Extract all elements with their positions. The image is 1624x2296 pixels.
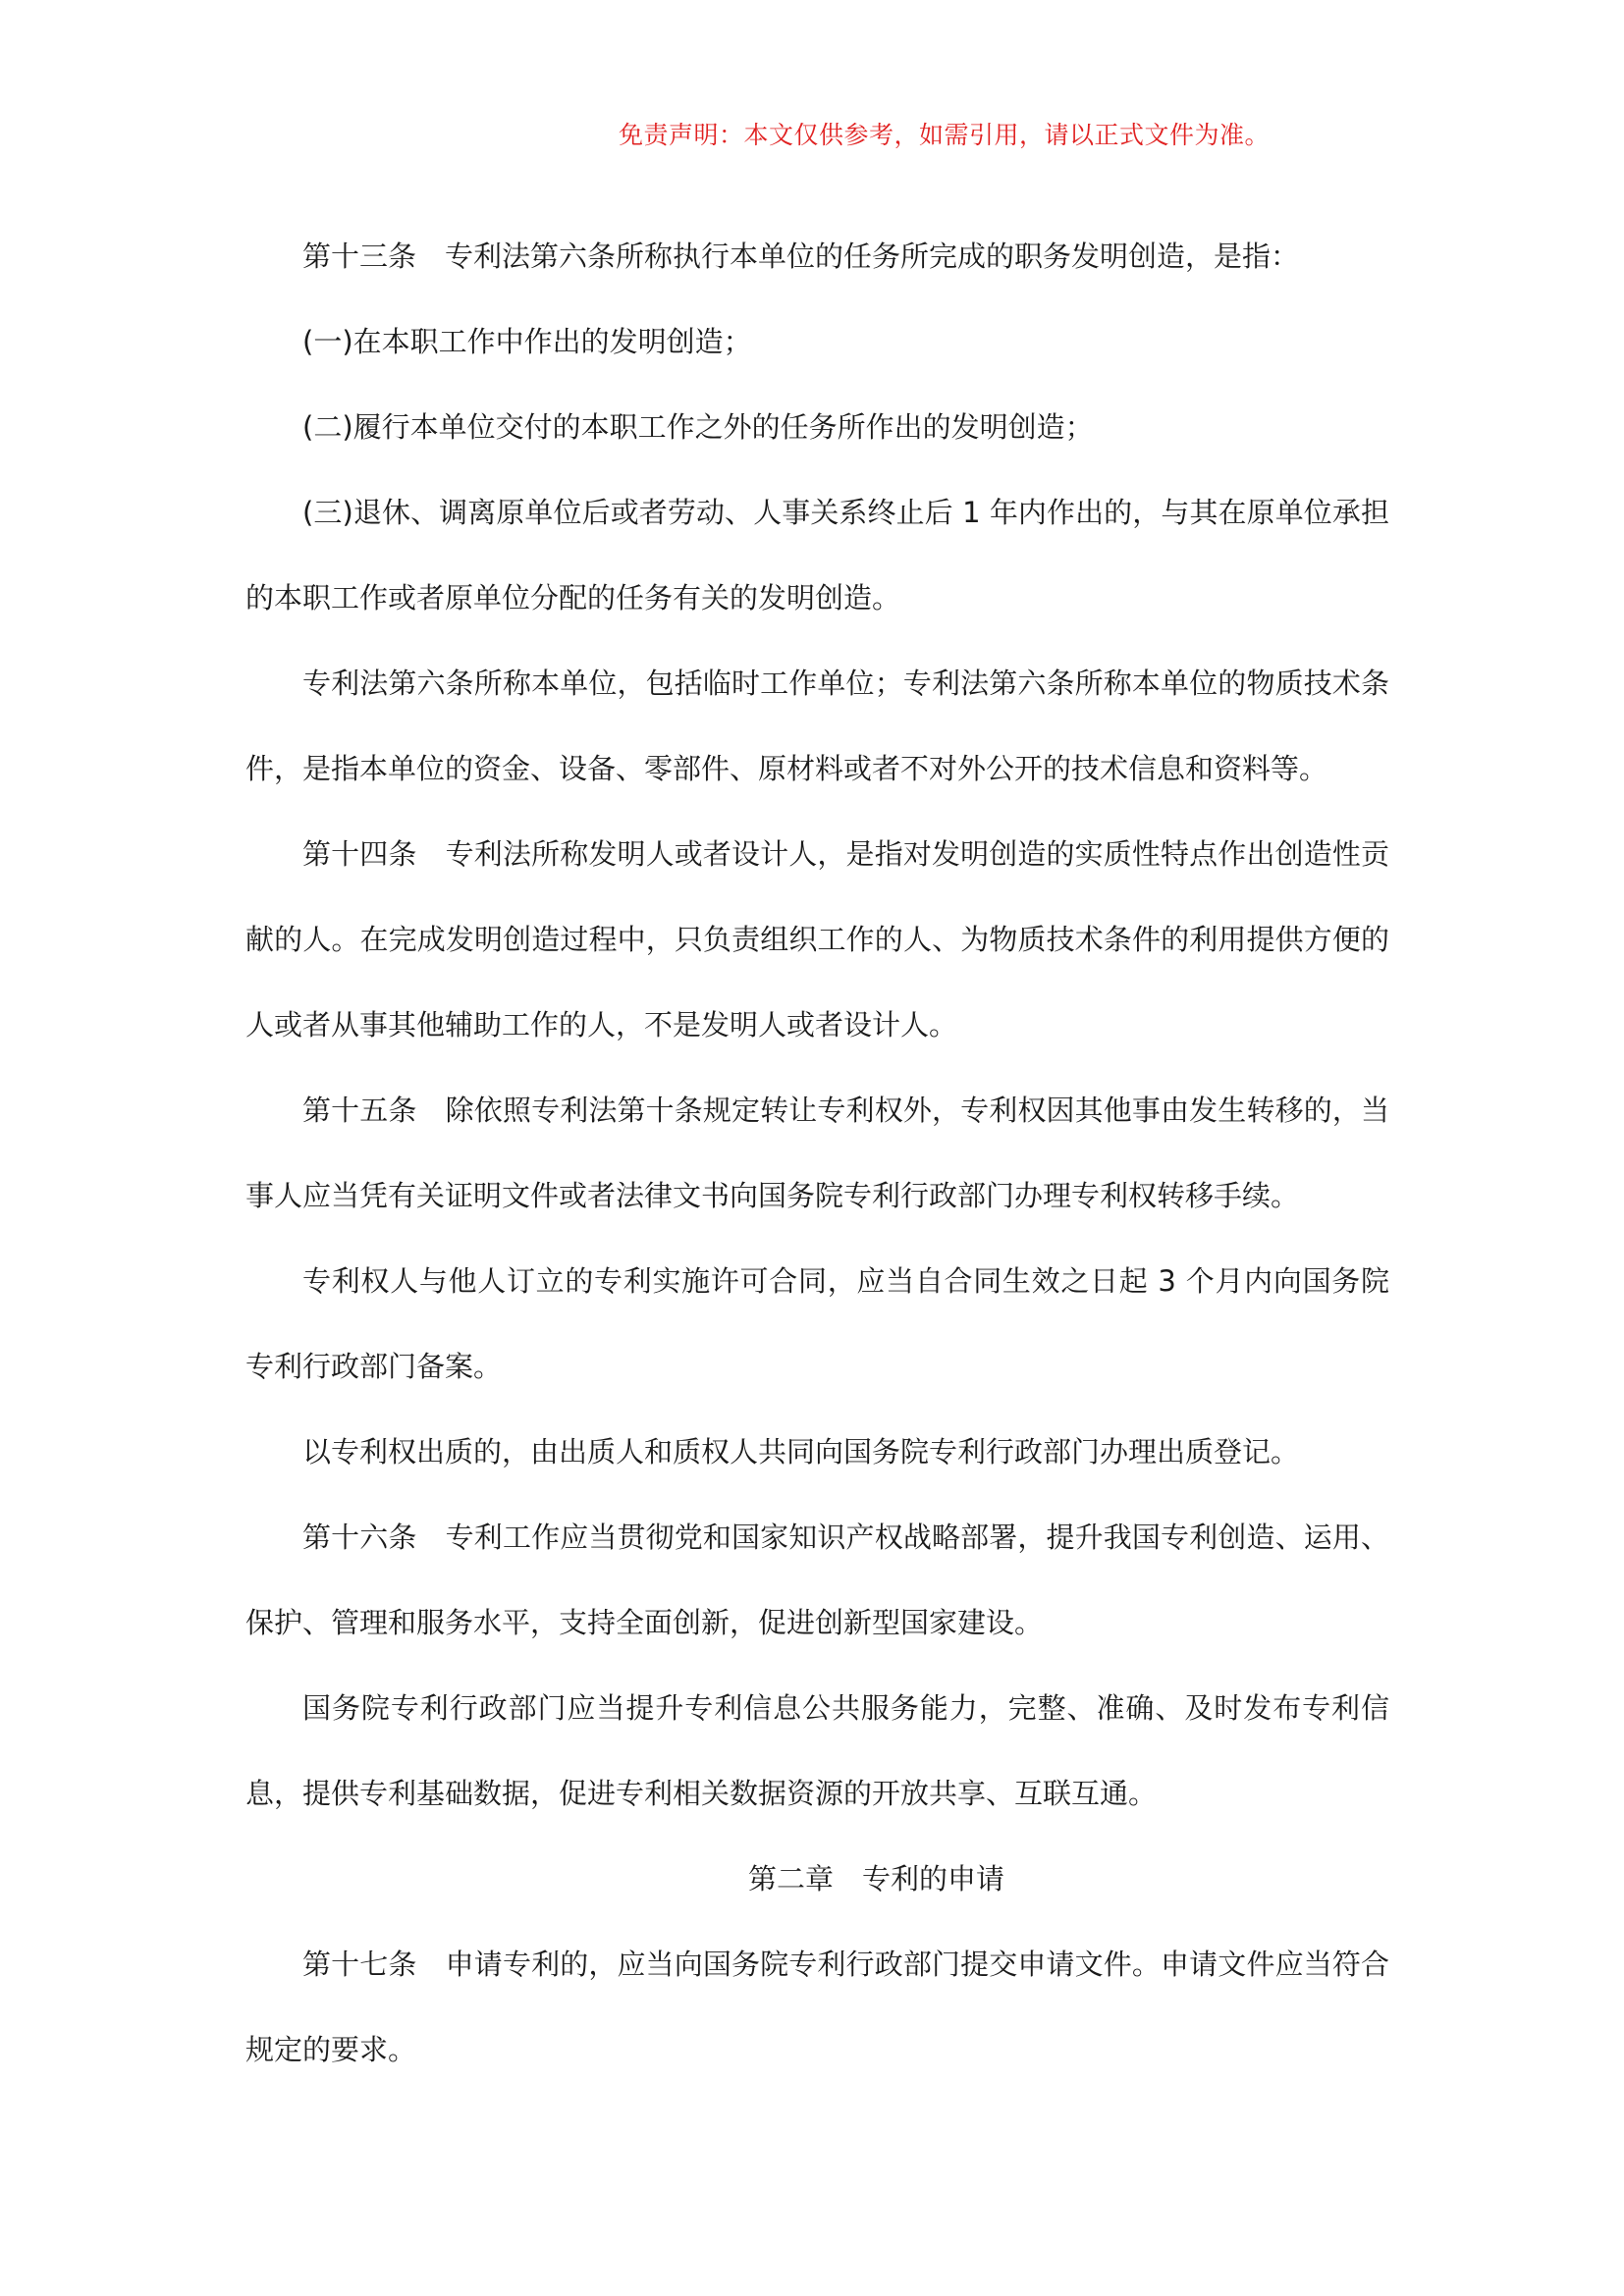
document-body (245, 214, 1389, 2093)
article-14-paragraph: 第十四条 专利法所称发明人或者设计人，是指对发明创造的实质性特点作出创造性贡献的人。在完成发明创造过程中，只负责组织工作的人、为物质技术条件的利用提供方便的人或者从事其他辅助工作的人，不是发明人或者设计人。 (245, 837, 1389, 1041)
article-15-paragraph: 第十五条 除依照专利法第十条规定转让专利权外，专利权因其他事由发生转移的，当事人应当凭有关证明文件或者法律文书向国务院专利行政部门办理专利权转移手续。 (245, 1094, 1389, 1212)
article-16-paragraph: 第十六条 专利工作应当贯彻党和国家知识产权战略部署，提升我国专利创造、运用、保护、管理和服务水平，支持全面创新，促进创新型国家建设。 (245, 1521, 1389, 1639)
article-13-item-1: (一)在本职工作中作出的发明创造； (302, 325, 752, 358)
chapter-heading: 第二章 专利的申请 (747, 1862, 1004, 1896)
article-15-pledge-registration: 以专利权出质的，由出质人和质权人共同向国务院专利行政部门办理出质登记。 (302, 1435, 1300, 1468)
article-16-information-service: 国务院专利行政部门应当提升专利信息公共服务能力，完整、准确、及时发布专利信息，提供专利基础数据，促进专利相关数据资源的开放共享、互联互通。 (245, 1691, 1389, 1810)
disclaimer-notice: 免责声明：本文仅供参考，如需引用，请以正式文件为准。 (619, 121, 1271, 149)
article-13-paragraph: 第十三条 专利法第六条所称执行本单位的任务所完成的职务发明创造，是指： (302, 240, 1300, 273)
article-13-item-2: (二)履行本单位交付的本职工作之外的任务所作出的发明创造； (302, 410, 1094, 444)
article-13-item-3: (三)退休、调离原单位后或者劳动、人事关系终止后 1 年内作出的，与其在原单位承担的本职工作或者原单位分配的任务有关的发明创造。 (245, 496, 1389, 614)
article-17-paragraph: 第十七条 申请专利的，应当向国务院专利行政部门提交申请文件。申请文件应当符合规定的要求。 (245, 1948, 1389, 2066)
article-13-unit-definition: 专利法第六条所称本单位，包括临时工作单位；专利法第六条所称本单位的物质技术条件，是指本单位的资金、设备、零部件、原材料或者不对外公开的技术信息和资料等。 (245, 667, 1389, 785)
article-15-license-filing: 专利权人与他人订立的专利实施许可合同，应当自合同生效之日起 3 个月内向国务院专利行政部门备案。 (245, 1264, 1389, 1383)
